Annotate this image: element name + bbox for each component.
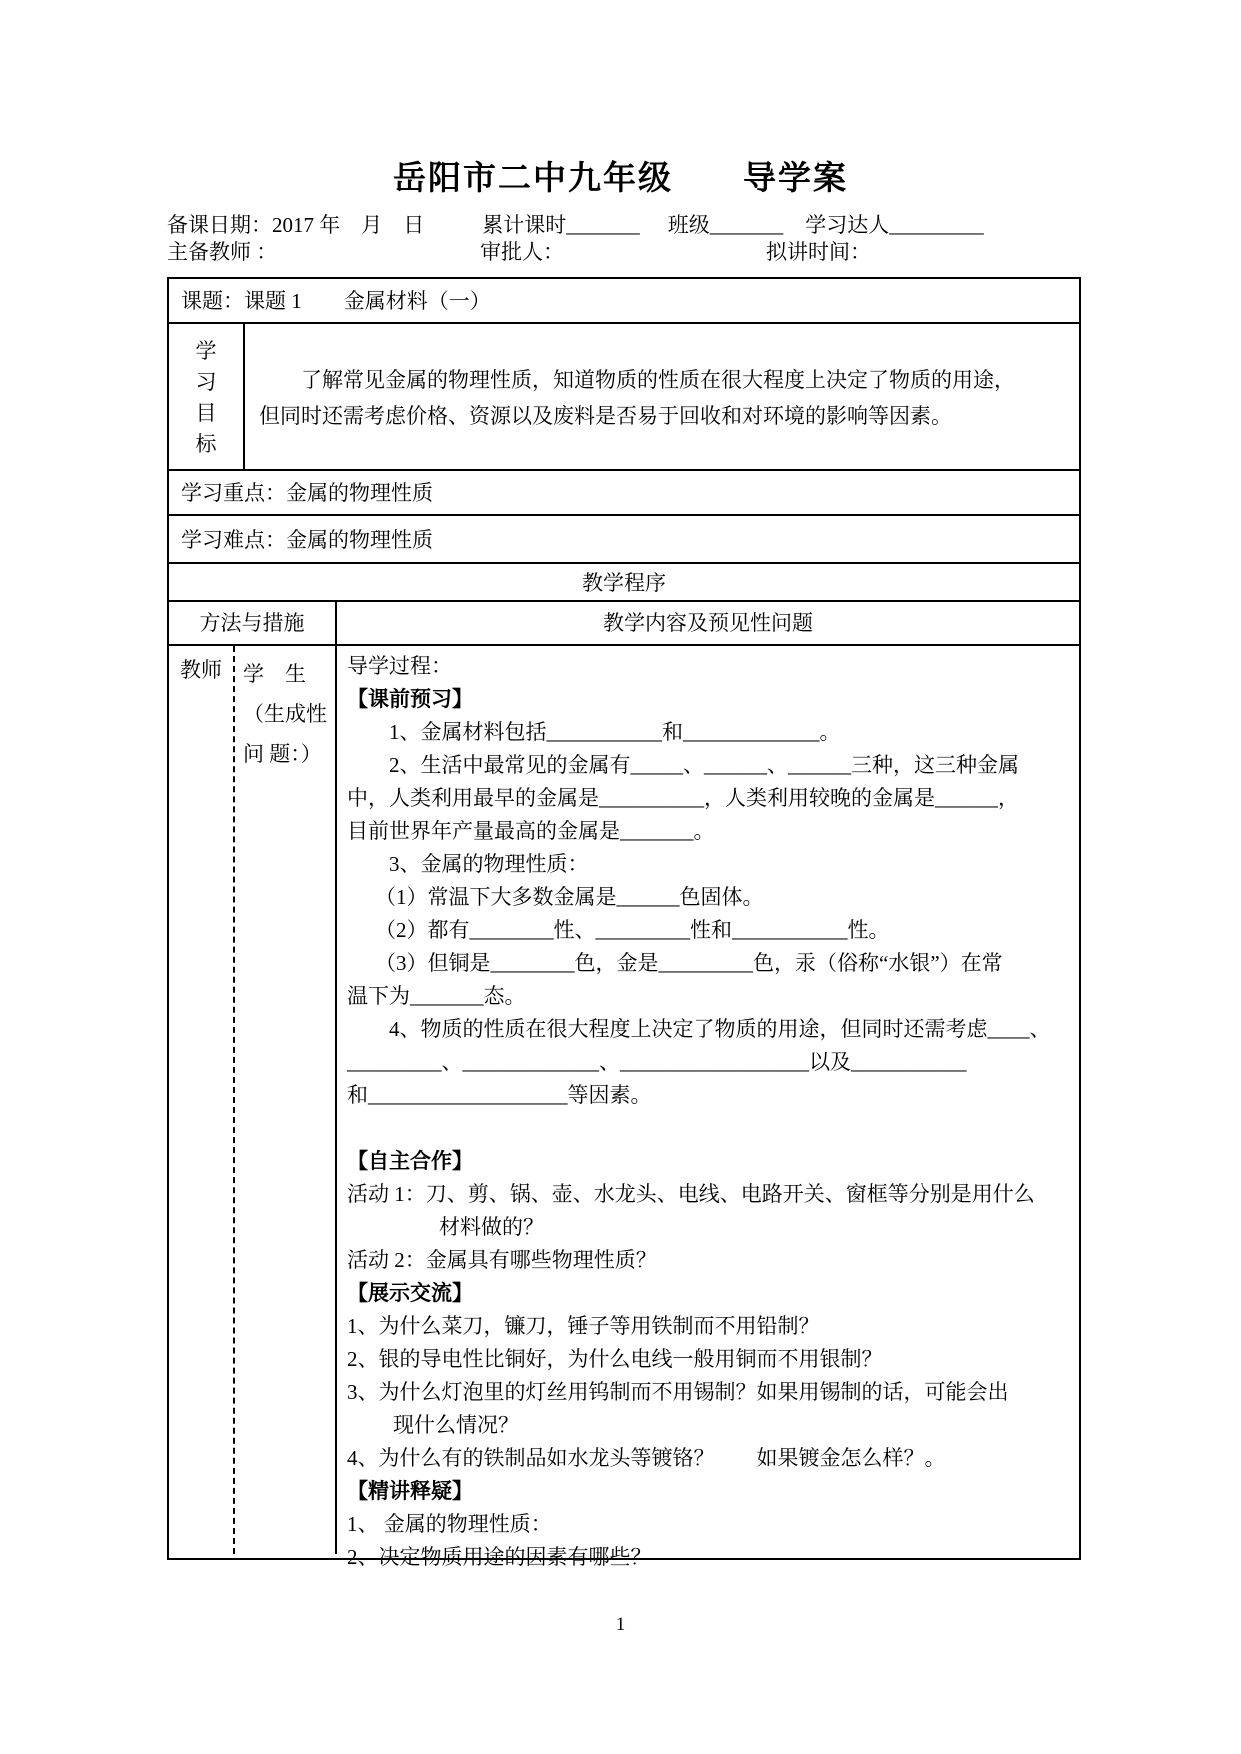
cumulative-periods-field: 累计课时_______ — [482, 213, 640, 237]
content-line: 2、决定物质用途的因素有哪些？ — [347, 1545, 652, 1569]
student-column-label: 学 生 — [243, 662, 306, 686]
learning-goal-text: 了解常见金属的物理性质，知道物质的性质在很大程度上决定了物质的用途，但同时还需考虑价格、资源以及废料是否易于回收和对环境的影响等因素。 — [259, 368, 1015, 428]
content-line: 2、银的导电性比铜好，为什么电线一般用铜而不用银制？ — [347, 1347, 883, 1371]
topic-row: 课题：课题 1 金属材料（一） — [169, 279, 1079, 324]
content-line: 和___________________等因素。 — [347, 1083, 652, 1107]
learning-goal-label — [169, 324, 245, 469]
content-line: 温下为_______态。 — [347, 984, 526, 1008]
content-line: 1、金属材料包括___________和_____________。 — [389, 720, 841, 744]
lesson-plan-table — [167, 277, 1081, 1569]
content-line: 目前世界年产量最高的金属是_______。 — [347, 819, 715, 843]
header-line-1 — [167, 212, 1081, 239]
class-field: 班级_______ — [667, 213, 784, 237]
content-line: （3）但铜是________色，金是_________色，汞（俗称“水银”）在常 — [375, 951, 1003, 975]
difficulty-row: 学习难点：金属的物理性质 — [169, 516, 1079, 564]
document-title: 岳阳市二中九年级 导学案 — [393, 159, 848, 196]
lead-teacher-field: 主备教师 ： — [167, 240, 278, 264]
content-line: 4、物质的性质在很大程度上决定了物质的用途，但同时还需考虑____、 — [389, 1017, 1051, 1041]
reviewer-field: 审批人： — [480, 240, 564, 264]
teacher-column: 教师 — [169, 646, 235, 1554]
section-heading-explain: 【精讲释疑】 — [347, 1480, 473, 1503]
content-line: 活动 2：金属具有哪些物理性质？ — [347, 1248, 657, 1272]
header-line-2 — [167, 239, 1081, 266]
content-line: 1、为什么菜刀，镰刀，锤子等用铁制而不用铅制？ — [347, 1314, 820, 1338]
student-column — [235, 646, 337, 1554]
content-line: 4、为什么有的铁制品如水龙头等镀铬？ 如果镀金怎么样？。 — [347, 1446, 946, 1470]
page-number: 1 — [615, 1614, 626, 1635]
content-line: 1、 金属的物理性质： — [347, 1512, 552, 1536]
student-column-label: （生成性 — [243, 702, 327, 726]
blank-line — [347, 1112, 1071, 1145]
learning-goal-row — [169, 324, 1079, 471]
content-line: 材料做的？ — [439, 1215, 544, 1239]
section-heading-exchange: 【展示交流】 — [347, 1282, 473, 1305]
column-header-row — [169, 602, 1079, 646]
content-line: 中，人类利用最早的金属是__________，人类利用较晚的金属是______， — [347, 786, 1019, 810]
goal-label-char: 标 — [195, 432, 217, 457]
content-line: 导学过程： — [347, 654, 452, 678]
content-line: _________、_____________、__________________以及___________ — [347, 1050, 967, 1074]
content-header: 教学内容及预见性问题 — [603, 611, 813, 635]
content-line: 2、生活中最常见的金属有_____、______、______三种，这三种金属 — [389, 753, 1019, 777]
methods-header: 方法与措施 — [169, 602, 337, 644]
section-heading-preview: 【课前预习】 — [347, 688, 473, 711]
key-point-row: 学习重点：金属的物理性质 — [169, 471, 1079, 516]
teaching-content-column — [337, 646, 1079, 1569]
planned-time-field: 拟讲时间： — [766, 240, 871, 264]
content-line: 3、为什么灯泡里的灯丝用钨制而不用锡制？如果用锡制的话，可能会出 — [347, 1380, 1009, 1404]
goal-label-char: 学 — [195, 338, 217, 363]
teaching-procedure-header: 教学程序 — [169, 564, 1079, 602]
content-line: （2）都有________性、_________性和___________性。 — [375, 918, 890, 942]
section-heading-cooperation: 【自主合作】 — [347, 1150, 473, 1173]
goal-label-char: 习 — [195, 369, 217, 394]
content-line: 现什么情况？ — [393, 1413, 519, 1437]
content-line: （1）常温下大多数金属是______色固体。 — [375, 885, 764, 909]
student-column-label: 问 题：） — [243, 742, 322, 766]
prep-date-field: 备课日期：2017 年 月 日 — [167, 213, 425, 237]
study-star-field: 学习达人_________ — [805, 213, 984, 237]
goal-label-char: 目 — [195, 401, 217, 426]
content-line: 3、金属的物理性质： — [389, 852, 589, 876]
content-line: 活动 1：刀、剪、锅、壶、水龙头、电线、电路开关、窗框等分别是用什么 — [347, 1182, 1035, 1206]
main-body-row — [169, 646, 1079, 1569]
